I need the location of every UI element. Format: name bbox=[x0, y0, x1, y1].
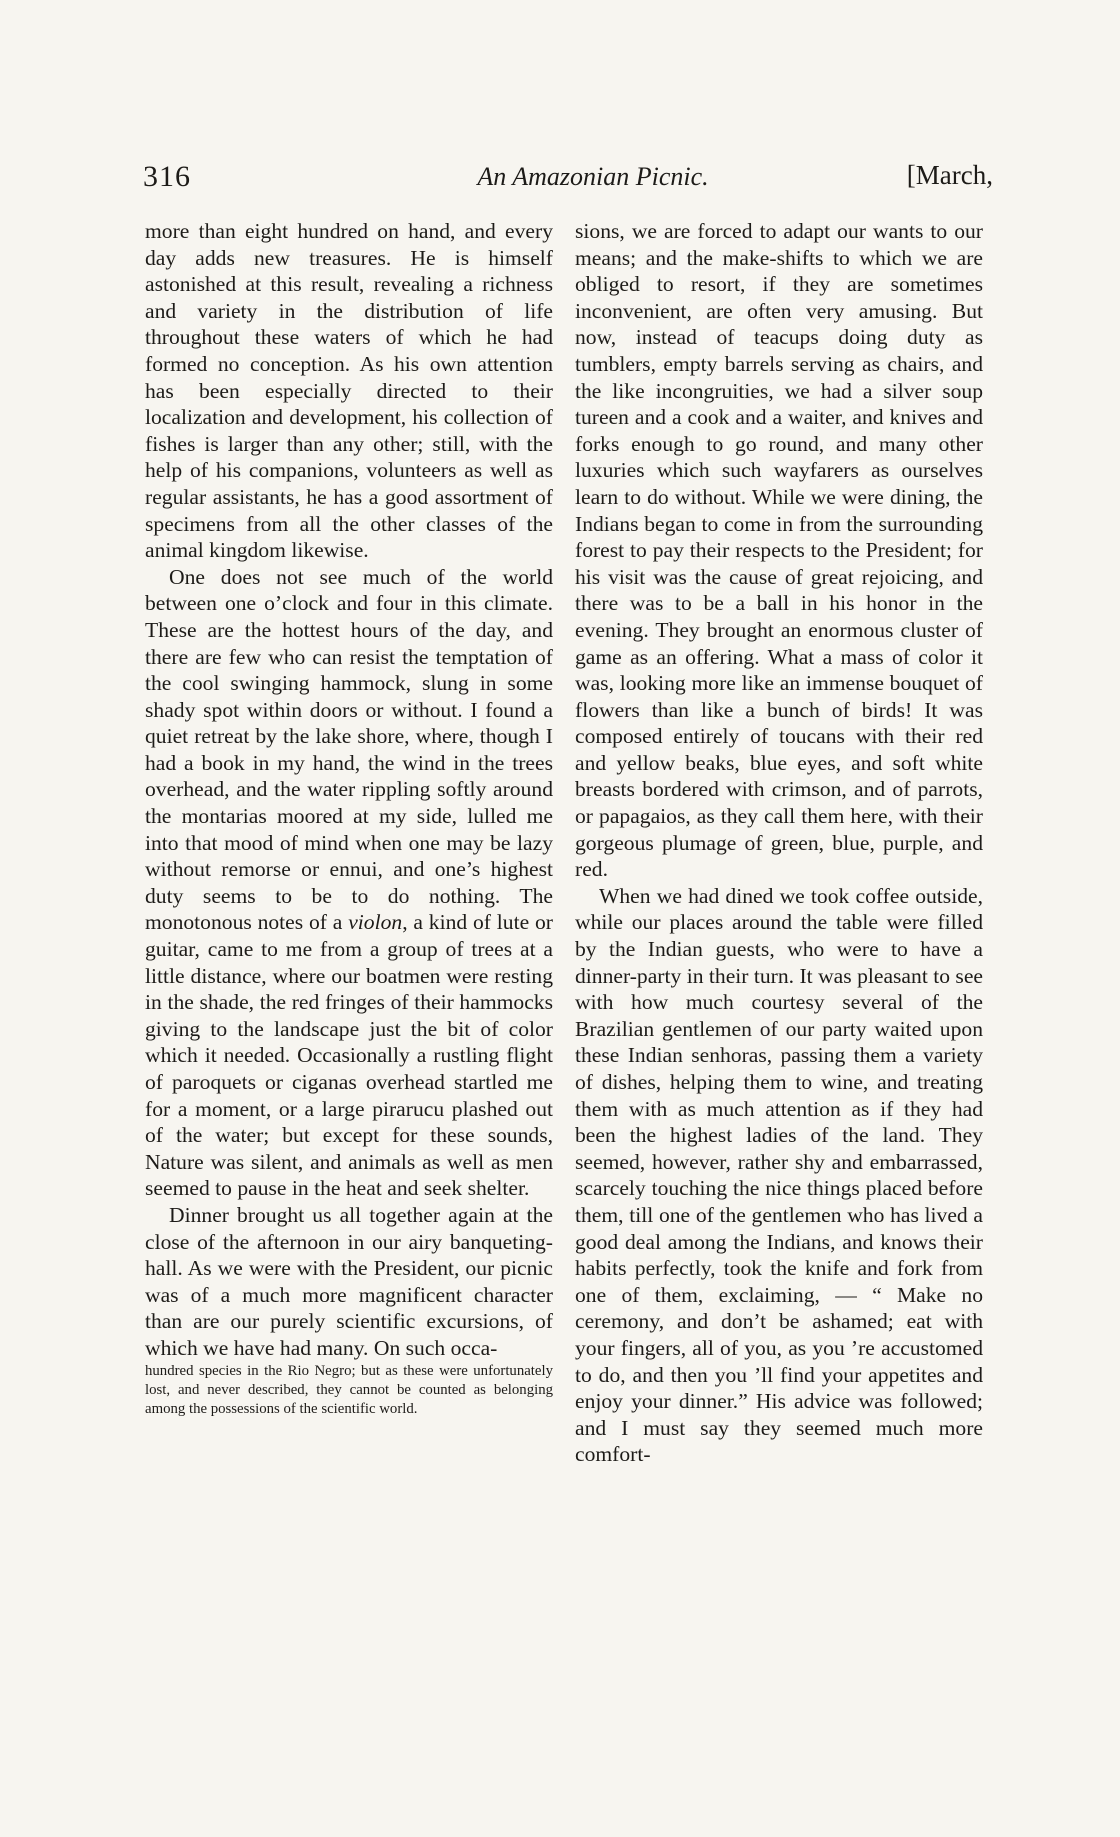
left-paragraph-1: more than eight hundred on hand, and every day adds new treasures. He is himself astonished at this result, revealing a richness and variety in the distribution of life throughout these waters of which he had formed no conception. As his own attention has been especially directed to their localization and development, his collection of fishes is larger than any other; still, with the help of his companions, volunteers as well as regular assistants, he has a good assortment of specimens from all the other classes of the animal kingdom likewise. bbox=[145, 219, 553, 563]
right-column bbox=[575, 218, 983, 1468]
left-paragraph-2 bbox=[145, 564, 553, 1202]
page-number: 316 bbox=[143, 160, 191, 193]
right-paragraph-2: When we had dined we took coffee outside, while our places around the table were filled by the Indian guests, who were to have a dinner-party in their turn. It was pleasant to see with how much courtesy several of the Brazilian gentlemen of our party waited upon these Indian senhoras, passing them a variety of dishes, helping them to wine, and treating them with as much attention as if they had been the highest ladies of the land. They seemed, however, rather shy and embarrassed, scarcely touching the nice things placed before them, till one of the gentlemen who has lived a good deal among the Indians, and knows their habits perfectly, took the knife and fork from one of them, exclaiming, — “ Make no ceremony, and don’t be ashamed; eat with your fingers, all of you, as you ’re accustomed to do, and then you ’ll find your appetites and enjoy your dinner.” His advice was followed; and I must say they seemed much more comfort- bbox=[575, 883, 983, 1467]
left-column bbox=[145, 218, 553, 1419]
footnote: hundred species in the Rio Negro; but as these were unfortunately lost, and never described, they cannot be counted as belonging among the possessions of the scientific world. bbox=[145, 1362, 553, 1417]
italic-word-violon: violon bbox=[348, 910, 403, 935]
left-paragraph-2-part-b: , a kind of lute or guitar, came to me from a group of trees at a little distance, where our boatmen were resting in the shade, the red fringes of their hammocks giving to the landscape just the bit of color which it needed. Occasionally a rustling flight of paroquets or ciganas overhead startled me for a moment, or a large pirarucu plashed out of the water; but except for these sounds, Nature was silent, and animals as well as men seemed to pause in the heat and seek shelter. bbox=[145, 910, 553, 1201]
page-header bbox=[143, 160, 1005, 200]
right-paragraph-1: sions, we are forced to adapt our wants to our means; and the make-shifts to which we are obliged to resort, if they are sometimes inconvenient, are often very amusing. But now, instead of teacups doing duty as tumblers, empty barrels serving as chairs, and the like incongruities, we had a silver soup tureen and a cook and a waiter, and knives and forks enough to go round, and many other luxuries which such wayfarers as ourselves learn to do without. While we were dining, the Indians began to come in from the surrounding forest to pay their respects to the President; for his visit was the cause of great rejoicing, and there was to be a ball in his honor in the evening. They brought an enormous cluster of game as an offering. What a mass of color it was, looking more like an immense bouquet of flowers than like a bunch of birds! It was composed entirely of toucans with their red and yellow beaks, blue eyes, and soft white breasts bordered with crimson, and of parrots, or papagaios, as they call them here, with their gorgeous plumage of green, blue, purple, and red. bbox=[575, 219, 983, 882]
running-title: An Amazonian Picnic. bbox=[477, 162, 709, 191]
running-date: [March, bbox=[906, 160, 993, 190]
left-paragraph-3: Dinner brought us all together again at the close of the afternoon in our airy banqueting-hall. As we were with the President, our picnic was of a much more magnificent character than are our purely scientific excursions, of which we have had many. On such occa- bbox=[145, 1202, 553, 1360]
left-paragraph-2-part-a: One does not see much of the world between one o’clock and four in this climate. These are the hottest hours of the day, and there are few who can resist the temptation of the cool swinging hammock, slung in some shady spot within doors or without. I found a quiet retreat by the lake shore, where, though I had a book in my hand, the wind in the trees overhead, and the water rippling softly around the montarias moored at my side, lulled me into that mood of mind when one may be lazy without remorse or ennui, and one’s highest duty seems to be to do nothing. The monotonous notes of a bbox=[145, 564, 553, 935]
